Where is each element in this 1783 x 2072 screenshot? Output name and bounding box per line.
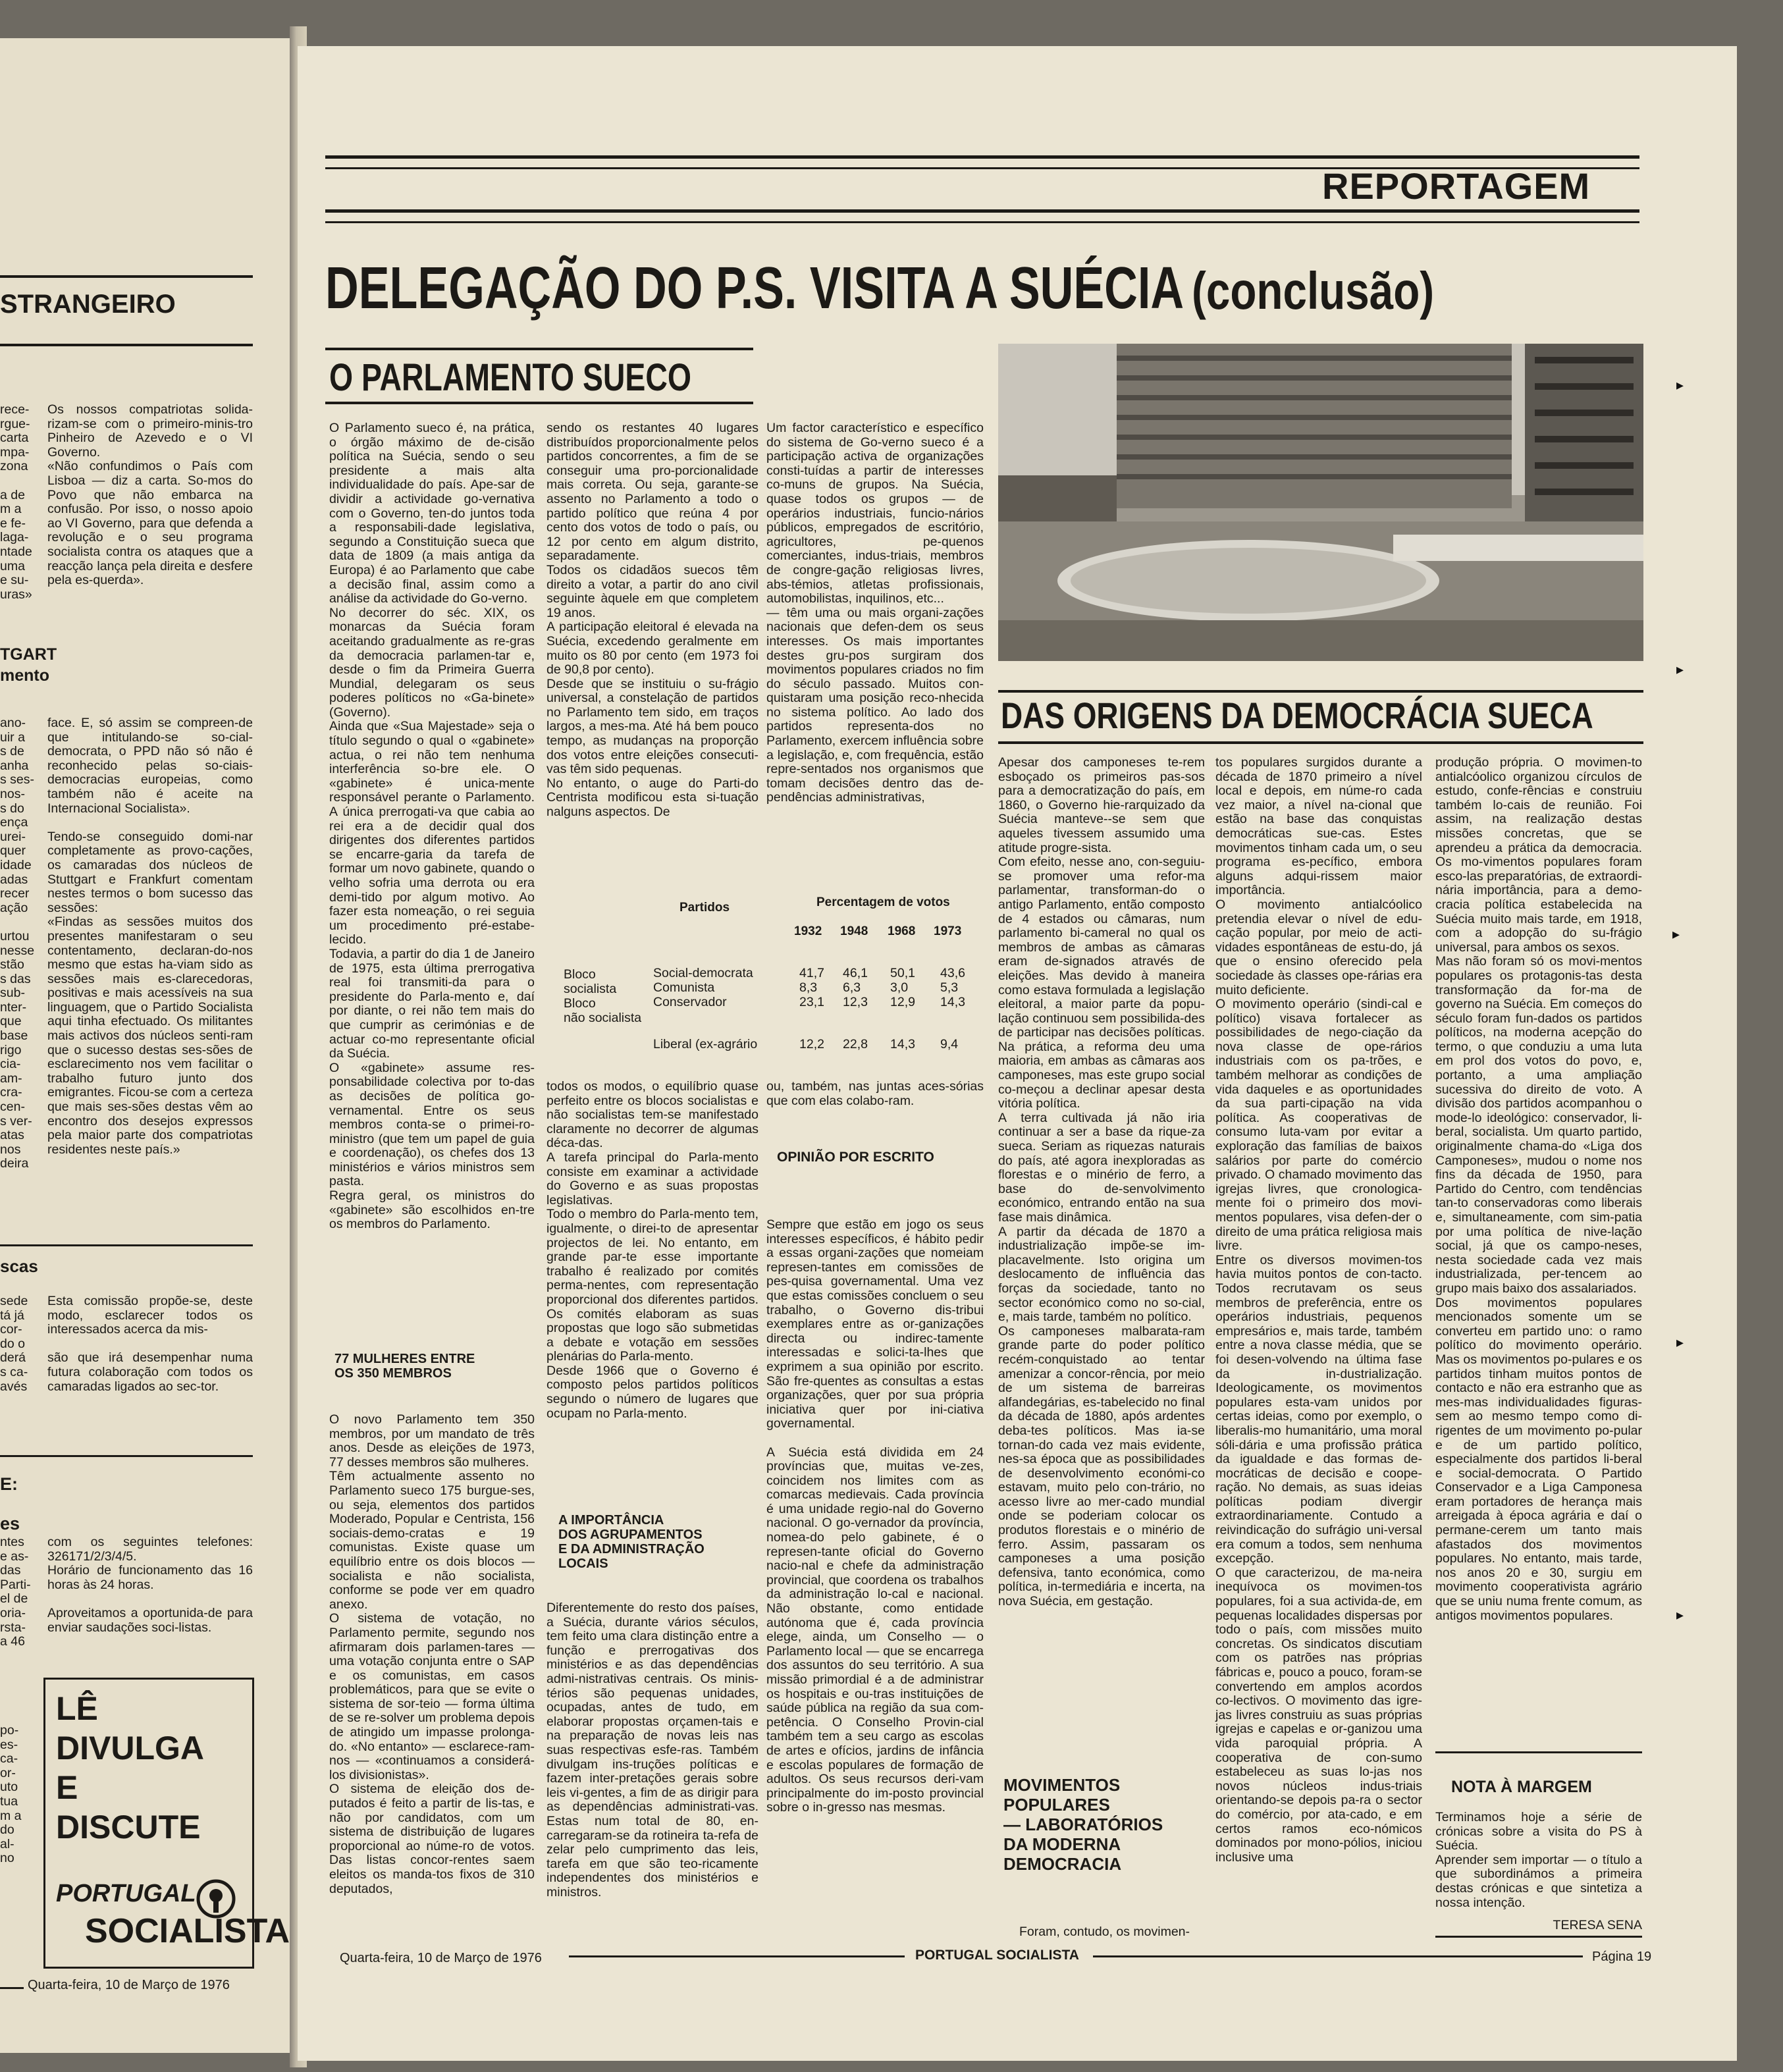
table-cell: 5,3 — [940, 980, 959, 995]
table-party-name: Liberal (ex-agrário — [653, 1037, 758, 1051]
article-column: Um factor característico e específico do sistema de Go-verno sueco é a participação activa de organizações consti-tuídas a partir de interesses co-muns de grupos. Na Suécia, quase todos os grupos — de operários industriais, funcio-nários públicos, empregados de escritório, agricultores, pe-quenos comerciantes, indus-triais, membros de congre-gação religiosas livres, abs-témios, atletas profissionais, automobilistas, inquilinos, etc... — têm uma ou mais organi-zações nacionais que defen-dem os seus interesses. Os mais importantes destes gru-pos surgiram dos movimentos populares criados no fim do século passado. Muitos con-quistaram uma posição reco-nhecida no sistema político. Ao lado dos partidos representa-dos no Parlamento, exercem influência sobre a legislação, e, com frequência, estão repre-sentados nos organismos que tomam decisões dentro das de-pendências administrativas, — [766, 421, 984, 805]
clipped-column: rece- rgue- carta mpa- zona a de m a e fe- laga- ntade uma e su- uras» — [0, 402, 32, 602]
article-text: Esta comissão propõe-se, deste modo, esclarecer todos os interessados acerca da mis- são que irá desempenhar numa futura colaboração com todos os camaradas ligados ao sec-tor. — [47, 1294, 253, 1394]
subheading: OPINIÃO POR ESCRITO — [777, 1150, 934, 1165]
headline-suffix — [1192, 261, 1487, 321]
rule — [325, 348, 753, 350]
ad-brand-top: PORTUGAL — [56, 1880, 196, 1907]
photo-hotel-pool — [998, 344, 1643, 661]
rule — [325, 155, 1639, 159]
table-year: 1932 — [794, 924, 822, 938]
article-column: Apesar dos camponeses te-rem esboçado os primeiros pas-sos para a democratização do país, em 1860, o Governo hie-rarquizado da Suécia manteve--se sem que aqueles tivessem assumido uma atitude progre-sista. Com efeito, nesse ano, con-seguiu-se promover uma refor-ma parlamentar, transforman-do o antigo Parlamento, então composto de 4 estados ou câmaras, num parlamento bi-cameral no qual os membros de ambas as câmaras eram de-signados através de eleições. Mas devido à maneira como estava formulada a legislação eleitoral, a maior parte da popu-lação continuou sem possibilida-des de participar nas decisões políticas. Na prática, a reforma deu uma maioria, em ambas as câmaras aos camponeses, mas este grupo social co-meçou a declinar apesar desta vitória política. A terra cultivada já não iria continuar a ser a base da rique-za sueca. Seriam as riquezas naturais do país, até agora inexploradas as florestas e o minério de ferro, a base do de-senvolvimento económico, entrando então na sua fase mais dinâmica. A partir da década de 1870 a industrialização impõe-se im-placavelmente. Isto origina um deslocamento de influência das forças da sociedade, tanto no sector económico como no so-cial, e, mais tarde, também no político. Os camponeses malbarata-ram grande parte do poder político recém-conquistado ao tentar amenizar a concor-rência, por meio de um sistema de barreiras alfandegárias, es-tabelecido no final da década de 1880, após ardentes deba-tes políticos. Mas ia-se tornan-do cada vez mais evidente, nes-sa época que as possibilidades de desenvolvimento económi-co estavam, muito pelo con-trário, no acesso livre ao mer-cado mundial onde se poderiam colocar os produtos florestais e o minério de ferro. Assim, passaram os camponeses a uma posição defensiva, tanto económica, como política, in-termediária e incerta, na nova Suécia, em gestação. — [998, 755, 1205, 1609]
table-cell: 6,3 — [843, 980, 861, 995]
footer-date: Quarta-feira, 10 de Março de 1976 — [340, 1951, 542, 1965]
subheading: scas — [0, 1256, 38, 1276]
article-text: Os nossos compatriotas solida-rizam-se com o primeiro-minis-tro Pinheiro de Azevedo e o VI Governo. «Não confundimos o País com Lisboa — diz a carta. So-mos do Povo que não embarca na confusão. Por isso, o nosso apoio ao VI Governo, para que defenda a revolução e o seu programa socialista contra os ataques que a reacção lança pela direita e desfere pela es-querda». — [47, 402, 253, 588]
rule — [1435, 1751, 1642, 1753]
article-column: produção própria. O movimen-to antialcóolico organizou círculos de estudo, confe-rências e construiu também lo-cais de reunião. Foi assim, na realização destas missões concretas, que se aprendeu a prática da democracia. Os mo-vimentos populares foram esco-las preparatórias, de extraordi-nária importância, para a demo-cracia política estabelecida na Suécia muito mais tarde, em 1918, com a adopção do su-frágio universal, para ambos os sexos. Mas não foram só os movi-mentos populares os protagonis-tas desta transformação da for-ma de governo na Suécia. Em começos do século foram fun-dados os partidos políticos, na moderna acepção do termo, o que conduziu a uma luta em prol dos votos do povo, e, portanto, a uma ampliação sucessiva do direito de voto. A divisão dos partidos acompanhou o mode-lo ideológico: conservador, li-beral, socialista. Um quarto partido, originalmente chama-do «Liga dos Camponeses», mudou o nome nos fins da década de 1950, para Partido do Centro, com tendências tan-to conservadoras como liberais e, simultaneamente, com sim-patia por uma política de nive-lação social, já que os campo-neses, nesta sociedade cada vez mais industrializada, per-tencem ao grupo mais baixo dos assalariados. Dos movimentos populares mencionados somente um se converteu em partido uno: o ramo político do movimento operário. Mas os movimentos po-pulares e os partidos tinham muitos pontos de contacto e não era estranho que as mes-mas individualidades figuras-sem ao mesmo tempo como di-rigentes de um movimento po-pular e de um partido político, especialmente dos partidos li-beral e social-democrata. O Partido Conservador e a Liga Camponesa eram portadores de herança mais arreigada à época agrária e daí o permane-cerem um tanto mais afastados dos movimentos populares. No entanto, mais tarde, nos anos 20 e 30, surgiu em movimento cooperativista agrário que se uniu numa frente comum, as antigos movimentos populares. — [1435, 755, 1642, 1623]
article-column: ou, também, nas juntas aces-sórias que com elas colabo-ram. — [766, 1079, 984, 1108]
table-cell: 12,3 — [843, 995, 868, 1009]
table-cell: 8,3 — [799, 980, 818, 995]
margin-arrow-icon: ▸ — [1676, 1334, 1684, 1350]
rule — [0, 1455, 253, 1457]
table-block-label: Bloco não socialista — [564, 996, 642, 1025]
table-cell: 23,1 — [799, 995, 824, 1009]
table-cell: 12,9 — [890, 995, 915, 1009]
clipped-column: ntes e as- das Parti- el de oria- rsta- a 46 — [0, 1535, 31, 1649]
rule — [1093, 1955, 1583, 1957]
margin-arrow-icon: ▸ — [1676, 377, 1684, 393]
rule — [325, 402, 753, 404]
article-column: Sempre que estão em jogo os seus interesses específicos, é hábito pedir a essas organi-zações que nomeiam represen-tantes em comissões de pes-quisa governamental. Uma vez que estas comissões concluem o seu trabalho, o Governo dis-tribui exemplares entre as or-ganizações directa ou indirec-tamente interessadas e solici-ta-lhes que exprimem a sua opinião por escrito. São fre-quentes as consultas a estas organizações, quer por sua própria iniciativa quer por ini-ciativa governamental. A Suécia está dividida em 24 províncias que, muitas ve-zes, coincidem nos limites com as comarcas medievais. Cada província é uma unidade regio-nal do Governo nacional. O go-vernador da província, nomea-do pelo gabinete, é o represen-tante oficial do Governo nacio-nal e chefe da administração provincial, que coordena os trabalhos da administração lo-cal e nacional. Não obstante, como entidade autónoma que é, cada província elege, ainda, um Conselho — o Parlamento local — que se encarrega dos assuntos do seu território. A sua missão primordial é a de administrar os hospitais e ou-tras instituições de saúde pública na região da sua com-petência. O Conselho Provin-cial também tem a seu cargo as escolas de artes e ofícios, jardins de infância e escolas populares de formação de adultos. Os seus recursos deri-vam principalmente do im-posto provincial sobre o in-gresso nas mesmas. — [766, 1217, 984, 1815]
table-year: 1973 — [934, 924, 962, 938]
section-label: REPORTAGEM — [1322, 165, 1591, 207]
author: TERESA SENA — [1553, 1918, 1642, 1932]
section-heading: STRANGEIRO — [0, 290, 176, 319]
page-number: Página 19 — [1592, 1950, 1652, 1964]
table-header-parties: Partidos — [679, 901, 730, 915]
article-column: O Parlamento sueco é, na prática, o órgão máximo de de-cisão política na Suécia, sendo o seu presidente a mais alta individualidade do país. Ape-sar de dividir a actividade go-vernativa com o Governo, ten-do juntos toda a responsabili-dade legislativa, segundo a Constituição sueca que data de 1809 (a mais antiga da Europa) é ao Parlamento que cabe a decisão final, assim como a análise da actividade do Go-verno. No decorrer do séc. XIX, os monarcas da Suécia foram aceitando gradualmente as re-gras da democracia parlamen-tar e, desde o fim da Primeira Guerra Mundial, delegaram os seus poderes políticos no «Ga-binete» (Governo). Ainda que «Sua Majestade» seja o título segundo o qual o «gabinete» actua, o rei não tem nenhuma interferência so-bre ele. O «gabinete» é unica-mente responsável perante o Parlamento. A única prerrogati-va que cabia ao rei era a de decidir qual dos dirigentes dos diferentes partidos se encarre-garia da tarefa de formar um novo gabinete, quando o velho sofria uma derrota ou era demi-tido por algum motivo. Ao fazer esta nomeação, o rei seguia um procedimento pré-estabe-lecido. Todavia, a partir do dia 1 de Janeiro de 1975, esta última prerrogativa real foi transmiti-da para o presidente do Parla-mento e, daí por diante, o rei não tem mais do que cumprir as cerimónias e de actuar co-mo representante oficial da Suécia. O «gabinete» assume res-ponsabilidade colectiva por to-das as decisões de política go-vernamental. Entre os seus membros conta-se o primei-ro-ministro (que tem um papel de guia e coordenação), os chefes dos 13 ministérios e vários ministros sem pasta. Regra geral, os ministros do «gabinete» são escolhidos en-tre os membros do Parlamento. — [329, 421, 535, 1232]
subheading: TGART mento — [0, 645, 57, 685]
article-column: tos populares surgidos durante a década de 1870 primeiro a nível local e depois, em núme-ro cada vez maior, a nível na-cional que estão na base das conquistas democráticas sue-cas. Estes movimentos tinham cada um, o seu programa es-pecífico, embora alguns adqui-rissem maior importância. O movimento antialcóolico pretendia elevar o nível de edu-cação popular, por meio de acti-vidades espontâneas de estu-do, já que o ensino oferecido pela sociedade às classes ope-rárias era muito deficiente. O movimento operário (sindi-cal e político) visava fortalecer as possibilidades de nego-ciação da nova classe de ope-rários industriais com os pa-trões, e também melhorar as condições de vida daqueles e as oportunidades da sua parti-cipação na vida política. As cooperativas de consumo luta-vam por evitar a exploração das famílias de baixos salários por parte do comércio privado. O chamado movimento das igrejas livres, que cronologica-mente foi o primeiro dos movi-mentos populares, visa defen-der o direito de uma prática religiosa mais livre. Entre os diversos movimen-tos havia muitos pontos de con-tacto. Todos recrutavam os seus membros de preferência, entre os operários industriais, pequenos empresários e, mais tarde, também entre a nova classe média, que se foi desen-volvendo na última fase da in-dustrialização. Ideologicamente, os movimentos populares esta-vam unidos por certas ideias, como por exemplo, o liberalis-mo humanitário, uma moral sóli-dária e uma profissão prática da igualdade e das formas de-mocráticas de decisão e coope-ração. No demais, as suas ideias políticas podiam divergir extraordinariamente. Contudo a reivindicação do sufrágio uni-versal era comum a todos, sem nenhuma excepção. O que caracterizou, de ma-neira inequívoca os movimen-tos populares, foi a sua activida-de, em pequenas localidades dispersas por todo o país, com missões muito concretas. Os sindicatos discutiam com os patrões nas próprias fábricas e, pouco a pouco, foram-se convertendo em amplos acordos co-lectivos. O movimento das igre-jas livres construiu as suas próprias igrejas e capelas e or-ganizou uma vida paroquial própria. A cooperativa de con-sumo estabeleceu as suas lo-jas nos novos núcleos indus-triais orientando-se depois pa-ra o sector do comércio, por ata-cado, e em certos ramos eco-nómicos dominados por mono-pólios, iniciou inclusive uma — [1215, 755, 1422, 1865]
article-text: com os seguintes telefones: 326171/2/3/4/5. Horário de funcionamento das 16 horas às 24 horas. Aproveitamos a oportunida-de para enviar saudações soci-listas. — [47, 1535, 253, 1635]
ad-brand-bottom: SOCIALISTA — [85, 1912, 290, 1950]
margin-arrow-icon: ▸ — [1676, 1607, 1684, 1623]
rule — [0, 1987, 24, 1989]
rule — [998, 690, 1643, 693]
table-party-name: Conservador — [653, 995, 727, 1009]
table-cell: 41,7 — [799, 966, 824, 980]
ad-slogan: LÊ DIVULGA E DISCUTE — [56, 1690, 204, 1846]
table-cell: 9,4 — [940, 1037, 959, 1051]
article-heading — [1001, 694, 1723, 737]
table-block-label: Bloco socialista — [564, 967, 617, 996]
rule — [0, 275, 253, 278]
headline-suffix-text: (conclusão) — [1192, 261, 1435, 320]
subheading: MOVIMENTOS POPULARES — LABORATÓRIOS DA MODERNA DEMOCRACIA — [1003, 1775, 1163, 1874]
table-year: 1948 — [840, 924, 868, 938]
rule — [1435, 1936, 1642, 1938]
footer-date: Quarta-feira, 10 de Março de 1976 — [28, 1978, 230, 1992]
rule — [325, 221, 1639, 223]
rule — [998, 741, 1643, 744]
rule — [569, 1955, 905, 1957]
table-cell: 22,8 — [843, 1037, 868, 1051]
advertisement-box — [43, 1678, 290, 1969]
article-column: Diferentemente do resto dos países, a Suécia, durante vários séculos, tem feito uma clara distinção entre a função e prerrogativas dos ministérios e as das dependências admi-nistrativas centrais. Os minis-térios são pequenas unidades, ocupadas, antes de tudo, em elaborar propostas orçamen-tais e na preparação de novas leis nas suas respectivas esfe-ras. Também divulgam ins-truções políticas e fazem inter-pretações gerais sobre leis vi-gentes, a fim de as dirigir para as dependências administrati-vas. Estas num total de 80, en-carregaram-se da rotineira ta-refa de zelar pelo cumprimento das leis, tarefa em que são teo-ricamente independentes dos ministérios e ministros. — [546, 1601, 758, 1899]
table-cell: 50,1 — [890, 966, 915, 980]
table-cell: 43,6 — [940, 966, 965, 980]
table-cell: 46,1 — [843, 966, 868, 980]
table-party-name: Social-democrata — [653, 966, 753, 980]
article-heading — [329, 356, 782, 400]
clipped-column: ano- uir a s de anha s ses- nos- s do ença urei- quer idade adas recer ação urtou nesse stão s das sub- nter- que base rigo cia- am- cra- cen- s ver- atas nos deira — [0, 716, 35, 1171]
rule — [0, 1244, 253, 1246]
subheading: E: es — [0, 1474, 20, 1533]
article-heading-text: O PARLAMENTO SUECO — [329, 356, 691, 399]
table-party-name: Comunista — [653, 980, 715, 995]
article-text: face. E, só assim se compreen-de que intitulando-se so-cial-democrata, o PPD não só não é reconhecido pelas so-ciais-democracias europeias, como também não é aceite na Internacional Socialista». Tendo-se conseguido domi-nar completamente as provo-cações, os camaradas dos núcleos de Stuttgart e Frankfurt comentam nestes termos o bom sucesso das sessões: «Findas as sessões muitos dos presentes manifestaram o seu contentamento, declaran-do-nos mesmo que estas ha-viam sido as sessões mais es-clarecedoras, positivas e mais acessíveis na sua linguagem, que o Partido Socialista aqui tinha efectuado. Os militantes mais activos dos núcleos senti-ram que o sucesso destas ses-sões de esclarecimento nos vem facilitar o trabalho futuro junto dos emigrantes. Ficou-se com a certeza que mais ses-sões destas vêm ao encontro dos desejos expressos pela maior parte dos compatriotas residentes neste país.» — [47, 716, 253, 1157]
article-column: Foram, contudo, os movimen- — [1019, 1925, 1190, 1939]
note-heading: NOTA À MARGEM — [1451, 1778, 1592, 1796]
table-header-percent: Percentagem de votos — [816, 895, 950, 909]
footer-masthead: PORTUGAL SOCIALISTA — [915, 1948, 1079, 1963]
table-cell: 12,2 — [799, 1037, 824, 1051]
clipped-column: sede tá já cor- do o derá s ca- avés — [0, 1294, 28, 1394]
table-year: 1968 — [888, 924, 916, 938]
note-text: Terminamos hoje a série de crónicas sobre a visita do PS à Suécia. Aprender sem importar — o título a que subordinámos a primeira destas crónicas e que sintetiza a nossa intenção. — [1435, 1810, 1642, 1910]
article-column: O novo Parlamento tem 350 membros, por um mandato de três anos. Desde as eleições de 1973, 77 desses membros são mulheres. Têm actualmente assento no Parlamento sueco 175 burgue-ses, ou seja, elementos dos partidos Moderado, Popular e Centrista, 156 sociais-demo-cratas e 19 comunistas. Existe quase um equilíbrio entre os dois blocos — socialista e não socialista, conforme se pode ver em quadro anexo. O sistema de votação, no Parlamento permite, segundo nos afirmaram dois parlamen-tares — uma votação conjunta entre o SAP e os comunistas, em casos problemáticos, para que se evite o sistema de sor-teio — forma última de se re-solver um problema depois de atingido um impasse prolonga-do. «No entanto» — esclarece-ram-nos — «continuamos a considerá-los divisionistas». O sistema de eleição dos de-putados é feito a partir de lis-tas, e não por candidatos, com um sistema de distribuição de lugares proporcional ao núme-ro de votos. Das listas concor-rentes saem eleitos os manda-tos fixos de 310 deputados, — [329, 1412, 535, 1896]
subheading: 77 MULHERES ENTRE OS 350 MEMBROS — [334, 1352, 475, 1381]
article-column: todos os modos, o equilíbrio quase perfeito entre os blocos socialistas e não socialistas tem-se manifestado claramente no decorrer de algumas déca-das. A tarefa principal do Parla-mento consiste em examinar a actividade do Governo e as suas propostas legislativas. Todo o membro do Parla-mento tem, igualmente, o direi-to de apresentar projectos de lei. No entanto, em grande par-te esse importante trabalho é realizado por comités perma-nentes, com representação proporcional dos diferentes partidos. Os comités elaboram as suas propostas que logo são submetidas a debate e votação em sessões plenárias do Parla-mento. Desde 1966 que o Governo é composto pelos partidos políticos segundo o número de lugares que ocupam no Parla-mento. — [546, 1079, 758, 1421]
article-column: sendo os restantes 40 lugares distribuídos proporcionalmente pelos partidos concorrentes, a fim de se conseguir uma pro-porcionalidade mais correta. Ou seja, garante-se assento no Parlamento a todo o partido político que reúna 4 por cento dos votos de todo o país, ou 12 por cento em algum distrito, separadamente. Todos os cidadãos suecos têm direito a votar, a partir do ano civil seguinte àquele em que completem 19 anos. A participação eleitoral é elevada na Suécia, excedendo geralmente em muito os 80 por cento (em 1973 foi de 90,8 por cento). Desde que se instituiu o su-frágio universal, a constelação de partidos no Parlamento tem sido, em traços largos, a mes-ma. Até há bem pouco tempo, as mudanças na proporção dos votos entre eleições consecuti-vas têm sido pequenas. No entanto, o auge do Parti-do Centrista modificou esta si-tuação nalguns aspectos. De — [546, 421, 758, 820]
clipped-column: po- es- ca- or- uto tua m a do al- no — [0, 1723, 22, 1866]
table-cell: 3,0 — [890, 980, 909, 995]
table-cell: 14,3 — [890, 1037, 915, 1051]
rule — [0, 344, 253, 346]
margin-arrow-icon: ▸ — [1676, 661, 1684, 677]
margin-arrow-icon: ▸ — [1672, 926, 1680, 942]
headline-text: DELEGAÇÃO DO P.S. VISITA A SUÉCIA — [325, 255, 1184, 321]
rule — [325, 209, 1639, 213]
article-heading-text: DAS ORIGENS DA DEMOCRÁCIA SUECA — [1001, 695, 1593, 736]
table-cell: 14,3 — [940, 995, 965, 1009]
subheading: A IMPORTÂNCIA DOS AGRUPAMENTOS E DA ADMINISTRAÇÃO LOCAIS — [558, 1513, 705, 1571]
